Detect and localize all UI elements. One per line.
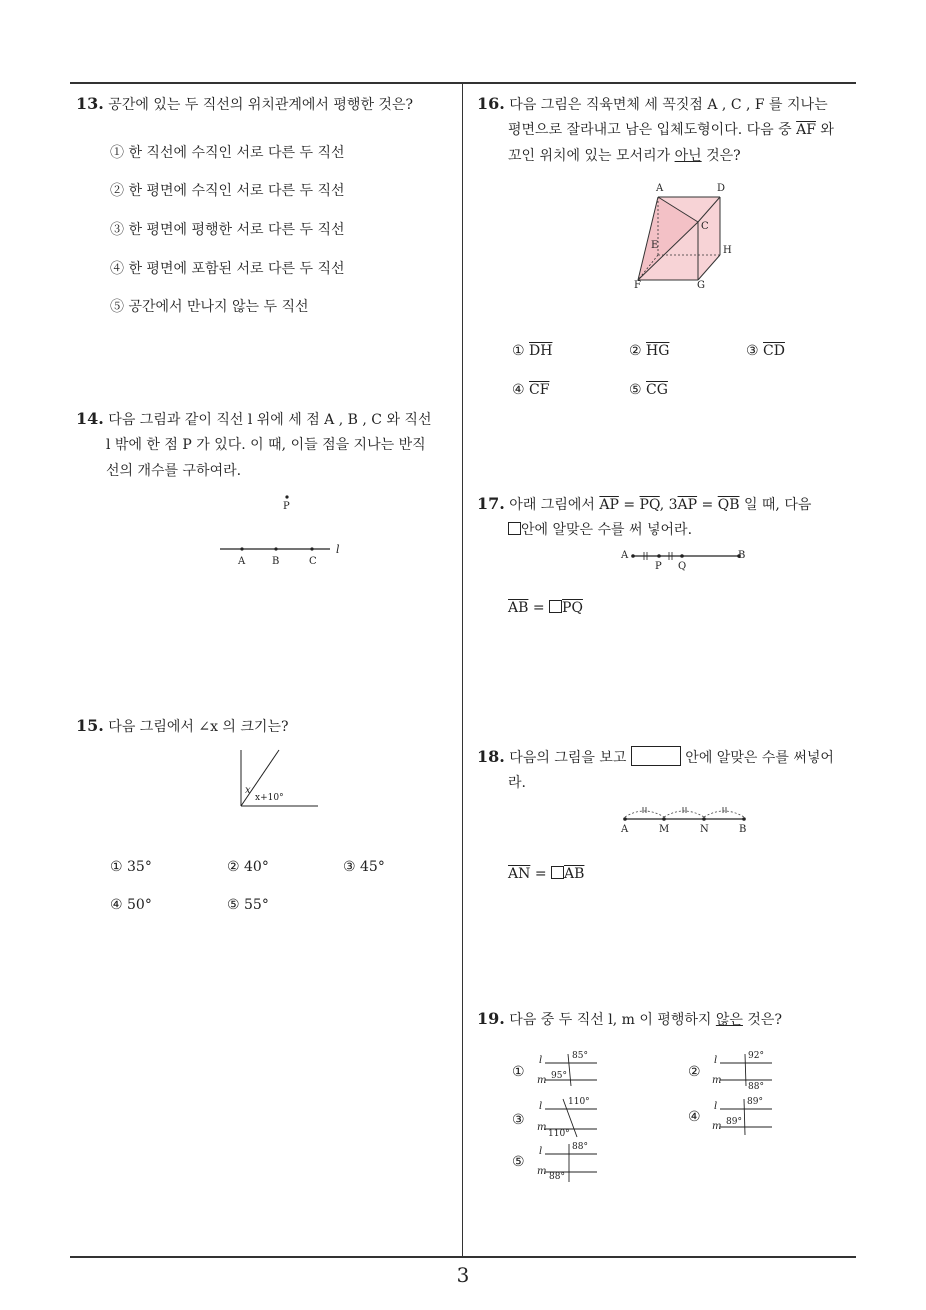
q16-line3	[508, 143, 741, 169]
q13-choice-5[interactable]: ⑤ 공간에서 만나지 않는 두 직선	[110, 299, 309, 315]
point-c	[310, 547, 313, 550]
point-b	[274, 547, 277, 550]
q19-option-3-mark[interactable]: ③	[512, 1112, 525, 1128]
q16-line1	[477, 91, 828, 118]
q15-label-x: x	[245, 785, 251, 796]
q14-label-l: l	[336, 543, 340, 556]
q18-answer-right: $\overline{AB}$	[564, 866, 585, 882]
q18-label-m: M	[659, 824, 670, 835]
q19-stem	[477, 1006, 782, 1033]
q16-text-2: 평면으로 잘라내고 남은 입체도형이다. 다음 중	[508, 122, 792, 138]
q19-opt3-top: 110°	[568, 1097, 590, 1107]
q18-blank-box[interactable]	[631, 746, 681, 766]
q16-choice-5-mark: ⑤	[629, 382, 642, 398]
q17-label-p: P	[655, 561, 662, 572]
q18-answer-eq: =	[534, 866, 547, 882]
q17-figure	[630, 548, 745, 568]
bottom-rule	[70, 1256, 856, 1258]
point-p	[285, 495, 288, 498]
q13-choice-1[interactable]: ① 한 직선에 수직인 서로 다른 두 직선	[110, 145, 345, 161]
q14-label-c: C	[309, 556, 317, 567]
q19-opt4-bot: 89°	[726, 1117, 742, 1127]
q17-blank-box	[508, 522, 521, 535]
q17-seg-ap: $\overline{AP}$	[599, 497, 619, 513]
q18-text-pre: 다음의 그림을 보고	[509, 750, 627, 766]
q19-opt2-top: 92°	[748, 1051, 764, 1061]
q14-number: 14.	[76, 409, 104, 428]
q15-number: 15.	[76, 716, 104, 735]
q14-text-3: 선의 개수를 구하여라.	[106, 463, 242, 479]
q19-text-post: 것은?	[747, 1012, 782, 1028]
q16-text-3-underlined: 아닌	[674, 148, 702, 164]
q17-answer-left: $\overline{AB}$	[508, 600, 529, 616]
q16-text-3b: 것은?	[706, 148, 741, 164]
q19-opt3-m: m	[537, 1122, 547, 1133]
q13-choice-4[interactable]: ④ 한 평면에 포함된 서로 다른 두 직선	[110, 261, 345, 277]
q16-text-3a: 꼬인 위치에 있는 모서리가	[508, 148, 671, 164]
q19-opt4-top: 89°	[747, 1097, 763, 1107]
q17-number: 17.	[477, 494, 505, 513]
q17-label-q: Q	[678, 561, 687, 572]
q16-choice-1[interactable]	[512, 338, 552, 364]
q16-choice-3[interactable]	[746, 338, 785, 364]
q16-choice-3-seg: $\overline{CD}$	[763, 343, 785, 359]
q16-choice-2-mark: ②	[629, 343, 642, 359]
q17-eq-2: =	[701, 497, 714, 513]
q15-text: 다음 그림에서 ∠x 의 크기는?	[108, 719, 289, 735]
q19-opt1-bot: 95°	[551, 1071, 567, 1081]
q17-text-mid: , 3	[659, 497, 678, 513]
q17-label-b: B	[738, 550, 746, 561]
q16-number: 16.	[477, 94, 505, 113]
q17-eq-1: =	[623, 497, 636, 513]
q13-stem	[76, 91, 413, 118]
q16-choice-5-seg: $\overline{CG}$	[646, 382, 668, 398]
q16-choice-5[interactable]	[629, 377, 668, 403]
q16-line2	[508, 117, 834, 143]
q16-text-2-end: 와	[820, 122, 834, 138]
q17-line1	[477, 491, 811, 518]
q18-answer-left: $\overline{AN}$	[508, 866, 531, 882]
q19-opt4-m: m	[712, 1121, 722, 1132]
q15-choice-3[interactable]: ③ 45°	[343, 859, 385, 875]
q18-answer	[508, 861, 584, 887]
q18-number: 18.	[477, 747, 505, 766]
q16-label-c: C	[701, 221, 709, 232]
q17-answer-right: $\overline{PQ}$	[562, 600, 583, 616]
q16-choice-3-mark: ③	[746, 343, 759, 359]
q16-choice-2[interactable]	[629, 338, 669, 364]
q16-label-h: H	[723, 245, 732, 256]
q19-text-pre: 다음 중 두 직선 l, m 이 평행하지	[509, 1012, 712, 1028]
q14-label-p: P	[283, 501, 290, 512]
q17-answer-box[interactable]	[549, 600, 562, 613]
q18-text-post: 안에 알맞은 수를 써넣어	[685, 750, 834, 766]
q13-choice-3[interactable]: ③ 한 평면에 평행한 서로 다른 두 직선	[110, 222, 345, 238]
q17-text-2: 안에 알맞은 수를 써 넣어라.	[521, 522, 693, 538]
q19-opt5-m: m	[537, 1166, 547, 1177]
q18-line1	[477, 744, 834, 771]
q16-choice-4[interactable]	[512, 377, 549, 403]
q14-text-2: l 밖에 한 점 P 가 있다. 이 때, 이들 점을 지나는 반직	[106, 437, 426, 453]
q19-opt5-top: 88°	[572, 1142, 588, 1152]
q15-choice-5[interactable]: ⑤ 55°	[227, 897, 269, 913]
q19-text-underlined: 않은	[715, 1012, 743, 1028]
q16-seg-af: $\overline{AF}$	[796, 122, 816, 138]
q18-answer-box[interactable]	[551, 866, 564, 879]
q19-opt4-l: l	[714, 1101, 718, 1112]
q19-opt1-m: m	[537, 1075, 547, 1086]
q16-label-f: F	[634, 280, 641, 291]
q19-option-5-mark[interactable]: ⑤	[512, 1154, 525, 1170]
q17-label-a: A	[621, 550, 629, 561]
q16-choice-1-seg: $\overline{DH}$	[529, 343, 553, 359]
q14-text-1: 다음 그림과 같이 직선 l 위에 세 점 A , B , C 와 직선	[108, 412, 432, 428]
q17-answer	[508, 595, 583, 621]
q18-label-n: N	[700, 824, 709, 835]
q19-opt1-l: l	[539, 1055, 543, 1066]
q16-label-e: E	[651, 240, 659, 251]
q18-text-2: 라.	[508, 775, 526, 791]
q19-opt2-bot: 88°	[748, 1082, 764, 1092]
q16-choice-4-mark: ④	[512, 382, 525, 398]
q17-seg-ap-2: $\overline{AP}$	[677, 497, 698, 513]
top-rule	[70, 82, 856, 84]
q19-number: 19.	[477, 1009, 505, 1028]
q14-line1	[76, 406, 431, 433]
q17-answer-eq: =	[532, 600, 545, 616]
q19-opt3-l: l	[539, 1101, 543, 1112]
q16-label-g: G	[697, 280, 705, 291]
q16-label-d: D	[717, 183, 726, 194]
q17-text-pre: 아래 그림에서	[509, 497, 595, 513]
column-divider	[462, 82, 463, 1257]
q15-choice-2[interactable]: ② 40°	[227, 859, 269, 875]
q15-choice-1[interactable]: ① 35°	[110, 859, 152, 875]
page-number: 3	[456, 1263, 470, 1287]
q19-opt3-bot: 110°	[548, 1129, 570, 1139]
q15-stem	[76, 713, 288, 740]
q16-choice-2-seg: $\overline{HG}$	[646, 343, 670, 359]
q18-figure	[620, 800, 750, 825]
q19-opt2-l: l	[714, 1055, 718, 1066]
q18-label-a: A	[621, 824, 629, 835]
q19-option-2-mark[interactable]: ②	[688, 1064, 701, 1080]
q14-label-a: A	[238, 556, 246, 567]
q16-choice-4-seg: $\overline{CF}$	[529, 382, 550, 398]
q16-text-1: 다음 그림은 직육면체 세 꼭짓점 A , C , F 를 지나는	[509, 97, 828, 113]
q15-choice-4[interactable]: ④ 50°	[110, 897, 152, 913]
q18-label-b: B	[739, 824, 747, 835]
q19-opt5-l: l	[539, 1146, 543, 1157]
q13-choice-2[interactable]: ② 한 평면에 수직인 서로 다른 두 직선	[110, 183, 345, 199]
q16-choice-1-mark: ①	[512, 343, 525, 359]
q15-label-x10: x+10°	[255, 793, 284, 803]
q16-label-a: A	[656, 183, 664, 194]
q19-opt1-top: 85°	[572, 1051, 588, 1061]
q19-option-1-mark[interactable]: ①	[512, 1064, 525, 1080]
q19-opt2-m: m	[712, 1075, 722, 1086]
q19-option-4-mark[interactable]: ④	[688, 1109, 701, 1125]
q17-text-post: 일 때, 다음	[743, 497, 812, 513]
q13-number: 13.	[76, 94, 104, 113]
q14-label-b: B	[272, 556, 280, 567]
q17-line2	[508, 517, 692, 543]
q13-text: 공간에 있는 두 직선의 위치관계에서 평행한 것은?	[108, 97, 413, 113]
point-a	[240, 547, 243, 550]
q19-opt5-bot: 88°	[549, 1172, 565, 1182]
q17-seg-pq: $\overline{PQ}$	[639, 497, 660, 513]
q17-seg-qb: $\overline{QB}$	[717, 497, 740, 513]
q16-figure	[630, 185, 740, 290]
